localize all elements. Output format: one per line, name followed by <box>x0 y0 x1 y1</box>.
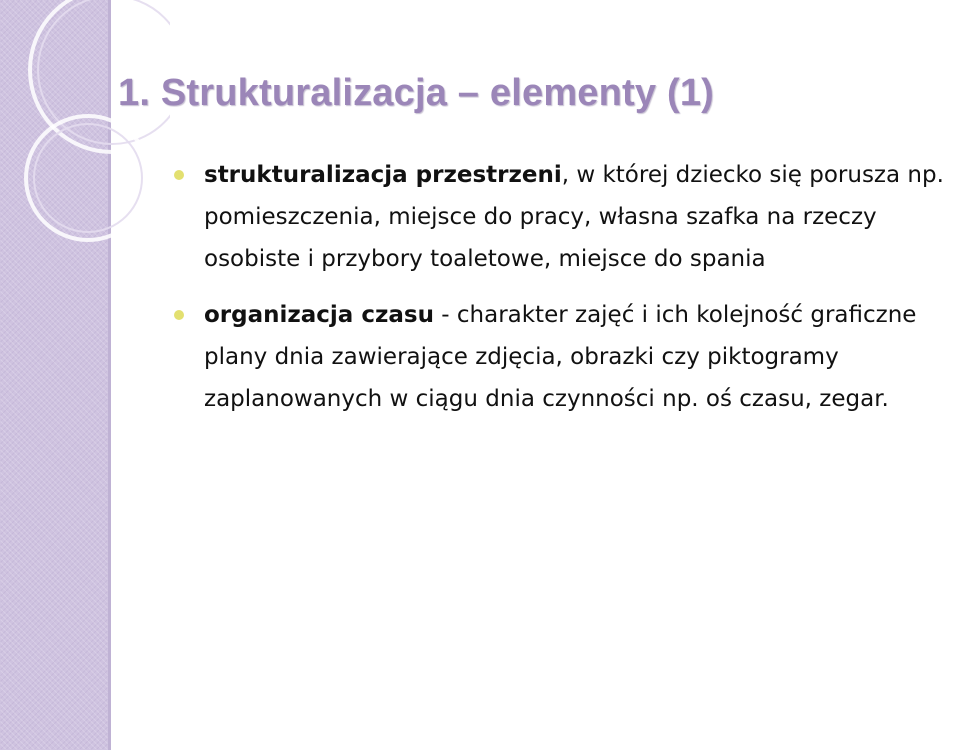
slide-title: 1. Strukturalizacja – elementy (1) <box>118 72 715 114</box>
decorative-circles <box>0 0 170 260</box>
bullet-list <box>172 154 960 434</box>
item-lead: strukturalizacja przestrzeni <box>204 162 562 188</box>
bullet-icon <box>174 310 184 320</box>
bullet-icon <box>174 170 184 180</box>
item-text: - charakter zajęć i ich kolejność graficzne plany dnia zawierające zdjęcia, obrazki czy piktogramy zaplanowanych w ciągu dnia czynności np. oś czasu, zegar. <box>204 302 917 412</box>
list-item <box>172 294 960 420</box>
item-lead: organizacja czasu <box>204 302 434 328</box>
list-item <box>172 154 960 280</box>
item-text: , w której dziecko się porusza np. pomieszczenia, miejsce do pracy, własna szafka na rzeczy osobiste i przybory toaletowe, miejsce do spania <box>204 162 944 272</box>
